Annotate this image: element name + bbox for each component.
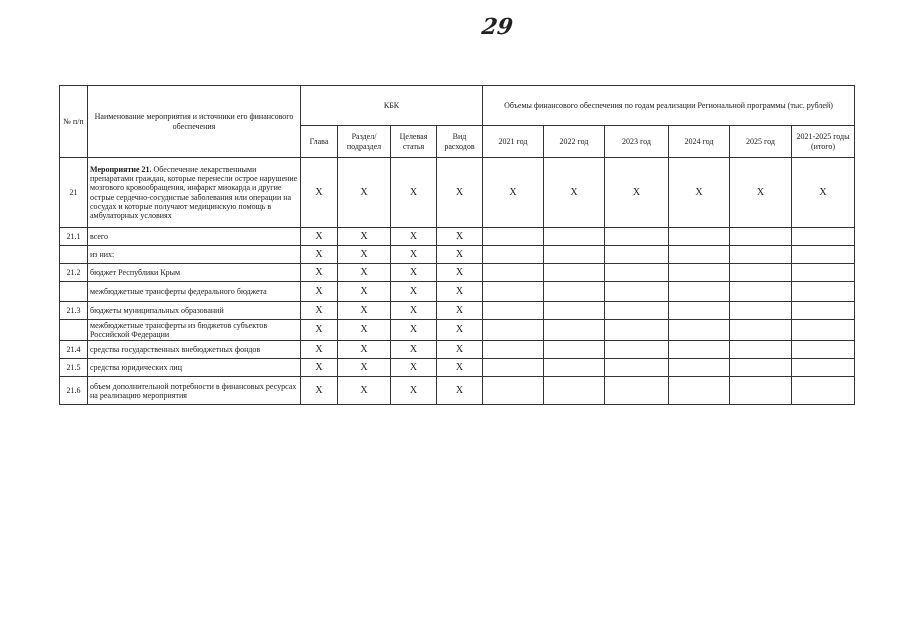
- cell-kbk: X: [437, 282, 483, 302]
- row-name: объем дополнительной потребности в финансовых ресурсах на реализацию мероприятия: [88, 377, 301, 405]
- header-year-2025: 2025 год: [730, 126, 792, 158]
- cell-year-empty: [544, 320, 605, 341]
- cell-year-empty: [669, 228, 730, 246]
- header-year-2021: 2021 год: [483, 126, 544, 158]
- cell-year-empty: [730, 302, 792, 320]
- cell-year-empty: [544, 377, 605, 405]
- cell-kbk: X: [338, 377, 391, 405]
- cell-kbk: X: [391, 377, 437, 405]
- header-year-2022: 2022 год: [544, 126, 605, 158]
- cell-year-empty: [792, 341, 855, 359]
- table-row: [60, 246, 855, 264]
- row-num: [60, 246, 88, 264]
- cell-year-empty: [669, 359, 730, 377]
- cell-year-empty: [730, 341, 792, 359]
- cell-year-empty: [669, 246, 730, 264]
- cell-kbk: X: [338, 246, 391, 264]
- row-name: из них:: [88, 246, 301, 264]
- table-row: [60, 302, 855, 320]
- cell-year-empty: [544, 264, 605, 282]
- table-row: [60, 264, 855, 282]
- header-volumes: Объемы финансового обеспечения по годам реализации Региональной программы (тыс. рублей): [483, 86, 855, 126]
- cell-year-empty: [730, 377, 792, 405]
- cell-year-empty: [730, 359, 792, 377]
- cell-year-empty: [483, 320, 544, 341]
- cell-kbk: X: [437, 341, 483, 359]
- page-number: 29: [480, 14, 515, 40]
- cell-year-empty: [605, 228, 669, 246]
- cell-year-empty: [483, 359, 544, 377]
- cell-year: X: [730, 158, 792, 228]
- row-num: 21: [60, 158, 88, 228]
- table-row: [60, 282, 855, 302]
- cell-kbk: X: [391, 264, 437, 282]
- cell-kbk: X: [437, 246, 483, 264]
- cell-year-empty: [669, 282, 730, 302]
- cell-year-empty: [605, 320, 669, 341]
- cell-kbk: X: [391, 341, 437, 359]
- row-name: бюджет Республики Крым: [88, 264, 301, 282]
- cell-kbk: X: [338, 341, 391, 359]
- cell-kbk: X: [338, 302, 391, 320]
- cell-kbk: X: [338, 228, 391, 246]
- cell-kbk: X: [437, 158, 483, 228]
- row-num: 21.6: [60, 377, 88, 405]
- cell-year-empty: [730, 228, 792, 246]
- cell-year-empty: [544, 246, 605, 264]
- cell-kbk: X: [301, 341, 338, 359]
- cell-kbk: X: [391, 302, 437, 320]
- cell-kbk: X: [437, 228, 483, 246]
- row-num: 21.1: [60, 228, 88, 246]
- cell-kbk: X: [437, 359, 483, 377]
- cell-year-empty: [544, 302, 605, 320]
- cell-kbk: X: [338, 320, 391, 341]
- cell-year-empty: [605, 246, 669, 264]
- cell-year: X: [605, 158, 669, 228]
- cell-year-empty: [605, 377, 669, 405]
- cell-kbk: X: [391, 282, 437, 302]
- cell-kbk: X: [437, 320, 483, 341]
- cell-year: X: [792, 158, 855, 228]
- cell-year-empty: [792, 282, 855, 302]
- row-name: межбюджетные трансферты федерального бюджета: [88, 282, 301, 302]
- cell-kbk: X: [338, 282, 391, 302]
- cell-year-empty: [483, 282, 544, 302]
- header-kbk-glava: Глава: [301, 126, 338, 158]
- cell-year-empty: [730, 264, 792, 282]
- cell-year-empty: [605, 302, 669, 320]
- row-num: 21.2: [60, 264, 88, 282]
- cell-kbk: X: [391, 246, 437, 264]
- cell-year-empty: [792, 228, 855, 246]
- cell-year-empty: [730, 320, 792, 341]
- cell-kbk: X: [391, 158, 437, 228]
- row-title-rest: Обеспечение лекарственными препаратами граждан, которые перенесли острое нарушение мозгового кровообращения, инфаркт миокарда и другие острые сердечно-сосудистые заболевания или операции на сосудах и которые получают медицинскую помощь в амбулаторных условиях: [90, 164, 298, 220]
- cell-kbk: X: [437, 264, 483, 282]
- cell-year-empty: [669, 302, 730, 320]
- cell-year-empty: [792, 302, 855, 320]
- cell-year-empty: [669, 264, 730, 282]
- table-row: [60, 341, 855, 359]
- cell-year: X: [669, 158, 730, 228]
- cell-year-empty: [605, 359, 669, 377]
- cell-kbk: X: [338, 359, 391, 377]
- header-name: Наименование мероприятия и источники его финансового обеспечения: [88, 86, 301, 158]
- row-name: межбюджетные трансферты из бюджетов субъектов Российской Федерации: [88, 320, 301, 341]
- cell-year-empty: [605, 341, 669, 359]
- cell-year-empty: [605, 282, 669, 302]
- cell-year: X: [544, 158, 605, 228]
- cell-year-empty: [792, 359, 855, 377]
- row-name: [88, 158, 301, 228]
- cell-kbk: X: [301, 282, 338, 302]
- cell-year-empty: [792, 377, 855, 405]
- cell-kbk: X: [338, 158, 391, 228]
- cell-year-empty: [483, 377, 544, 405]
- cell-kbk: X: [301, 264, 338, 282]
- cell-kbk: X: [301, 377, 338, 405]
- cell-kbk: X: [301, 359, 338, 377]
- cell-year-empty: [730, 282, 792, 302]
- sub-rows: [60, 228, 855, 405]
- row-name: всего: [88, 228, 301, 246]
- cell-kbk: X: [391, 228, 437, 246]
- cell-kbk: X: [301, 302, 338, 320]
- financing-table: [59, 85, 855, 405]
- cell-year-empty: [544, 359, 605, 377]
- cell-year-empty: [483, 264, 544, 282]
- row-name: средства юридических лиц: [88, 359, 301, 377]
- cell-year-empty: [544, 341, 605, 359]
- cell-year-empty: [792, 320, 855, 341]
- header-kbk-razdel: Раздел/ подраздел: [338, 126, 391, 158]
- cell-year-empty: [483, 228, 544, 246]
- cell-year-empty: [669, 377, 730, 405]
- row-num: 21.5: [60, 359, 88, 377]
- row-name: бюджеты муниципальных образований: [88, 302, 301, 320]
- row-num: [60, 320, 88, 341]
- cell-year-empty: [483, 302, 544, 320]
- row-num: 21.4: [60, 341, 88, 359]
- cell-year-empty: [792, 264, 855, 282]
- table-row: [60, 228, 855, 246]
- table-row-main: [60, 158, 855, 228]
- header-year-total: 2021-2025 годы (итого): [792, 126, 855, 158]
- row-num: 21.3: [60, 302, 88, 320]
- row-title-bold: Мероприятие 21.: [90, 164, 152, 174]
- cell-year-empty: [669, 341, 730, 359]
- cell-year-empty: [792, 246, 855, 264]
- header-kbk: КБК: [301, 86, 483, 126]
- cell-kbk: X: [437, 377, 483, 405]
- cell-kbk: X: [301, 228, 338, 246]
- row-name: средства государственных внебюджетных фондов: [88, 341, 301, 359]
- cell-year-empty: [730, 246, 792, 264]
- cell-year-empty: [544, 282, 605, 302]
- header-num: № п/п: [60, 86, 88, 158]
- cell-kbk: X: [391, 320, 437, 341]
- row-num: [60, 282, 88, 302]
- table-row: [60, 320, 855, 341]
- header-kbk-vid: Вид расходов: [437, 126, 483, 158]
- cell-year-empty: [483, 246, 544, 264]
- header-year-2024: 2024 год: [669, 126, 730, 158]
- header-kbk-statya: Целевая статья: [391, 126, 437, 158]
- cell-year-empty: [483, 341, 544, 359]
- cell-kbk: X: [437, 302, 483, 320]
- cell-kbk: X: [391, 359, 437, 377]
- cell-kbk: X: [301, 246, 338, 264]
- cell-year-empty: [544, 228, 605, 246]
- cell-year-empty: [669, 320, 730, 341]
- cell-year: X: [483, 158, 544, 228]
- header-year-2023: 2023 год: [605, 126, 669, 158]
- cell-year-empty: [605, 264, 669, 282]
- cell-kbk: X: [338, 264, 391, 282]
- table-row: [60, 377, 855, 405]
- table-row: [60, 359, 855, 377]
- cell-kbk: X: [301, 320, 338, 341]
- cell-kbk: X: [301, 158, 338, 228]
